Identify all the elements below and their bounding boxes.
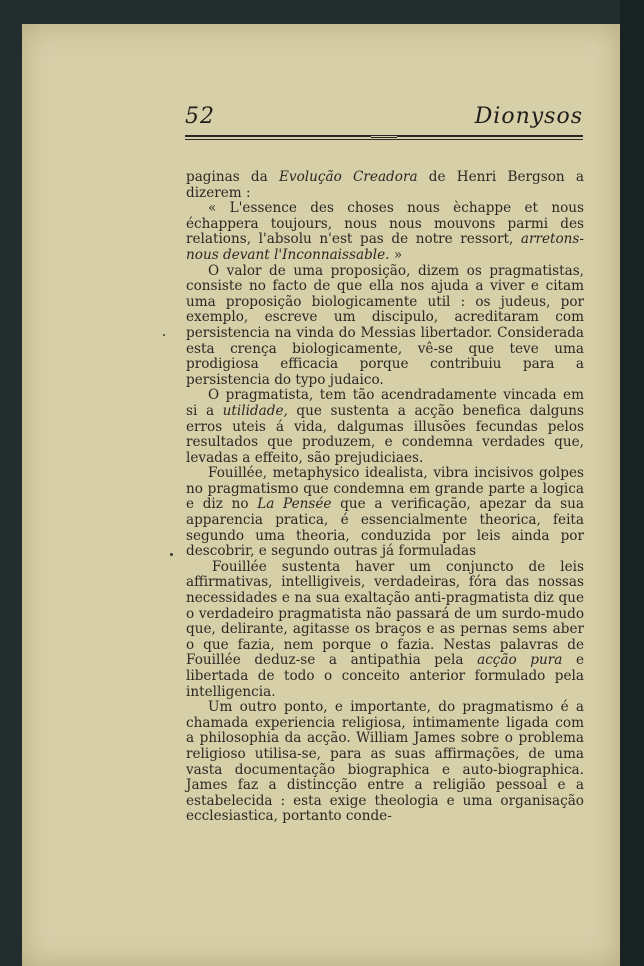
phrase-accao-pura: acção pura bbox=[477, 652, 563, 669]
running-title: Dionysos bbox=[474, 104, 583, 129]
paragraph-5: Fouillée, metaphysico idealista, vibra incisivos golpes no pragmatismo que condemna em grande parte a logica e diz no La Pensée que a verificação, apezar da sua apparencia pratica, é essencialmente theorica, feita segundo uma theoria, conduzida por leis ainda por descobrir, e segundo outras já formuladas bbox=[186, 465, 584, 560]
ink-speck bbox=[170, 553, 173, 556]
book-title-evolucao: Evolução Creadora bbox=[278, 169, 418, 185]
book-title-la-pensee: La Pensée bbox=[257, 496, 332, 513]
word-utilidade: utilidade, bbox=[222, 402, 288, 419]
scan-background-edge bbox=[620, 0, 644, 966]
paragraph-2-quote: « L'essence des choses nous èchappe et nous échappera toujours, nous nous mouvons parmi des relations, l'absolu n'est pas de notre ressort, arretons-nous devant l'Inconnaissable. » bbox=[186, 200, 584, 263]
paragraph-4: O pragmatista, tem tão acendradamente vincada em si a utilidade, que sustenta a acção benefica dalguns erros uteis á vida, dalgumas illusões fecundas pelos resultados que produzem, e condemna verdades que, levadas a effeito, são prejudiciaes. bbox=[186, 387, 584, 466]
page-header bbox=[185, 104, 583, 134]
ink-speck bbox=[163, 334, 165, 336]
paragraph-7: Um outro ponto, e importante, do pragmatismo é a chamada experiencia religiosa, intimamente ligada com a philosophia da acção. William James sobre o problema religioso utilisa-se, para as suas affirmações, de uma vasta documentação biographica e auto-biographica. James faz a distincção entre a religião pessoal e a estabelecida : esta exige theologia e uma organisação ecclesiastica, portanto conde- bbox=[186, 699, 584, 825]
page-number: 52 bbox=[185, 104, 215, 129]
quote-italic: arretons-nous devant l'Inconnaissable. bbox=[186, 231, 584, 263]
paragraph-1: paginas da Evolução Creadora de Henri Bergson a dizerem : bbox=[186, 169, 585, 201]
paragraph-3: O valor de uma proposição, dizem os pragmatistas, consiste no facto de que ella nos ajuda a viver e citam uma proposição biologicamente util : os judeus, por exemplo, escreve um discipulo, acreditaram com persistencia na vinda do Messias libertador. Considerada esta crença biologicamente, vê-se que teve uma prodigiosa efficacia porque contribuiu para a persistencia do typo judaico. bbox=[186, 262, 584, 388]
body-text bbox=[186, 170, 584, 825]
paragraph-6: Fouillée sustenta haver um conjuncto de leis affirmativas, intelligiveis, verdadeiras, fóra das nossas necessidades e na sua exaltação anti-pragmatista diz que o verdadeiro pragmatista não passará de um surdo-mudo que, delirante, agitasse os braços e as pernas sems aber o que fazia, nem porque o fazia. Nestas palavras de Fouillée deduz-se a antipathia pela acção pura e libertada de todo o conceito anterior formulado pela intelligencia. bbox=[186, 558, 584, 700]
header-rule bbox=[185, 135, 583, 141]
